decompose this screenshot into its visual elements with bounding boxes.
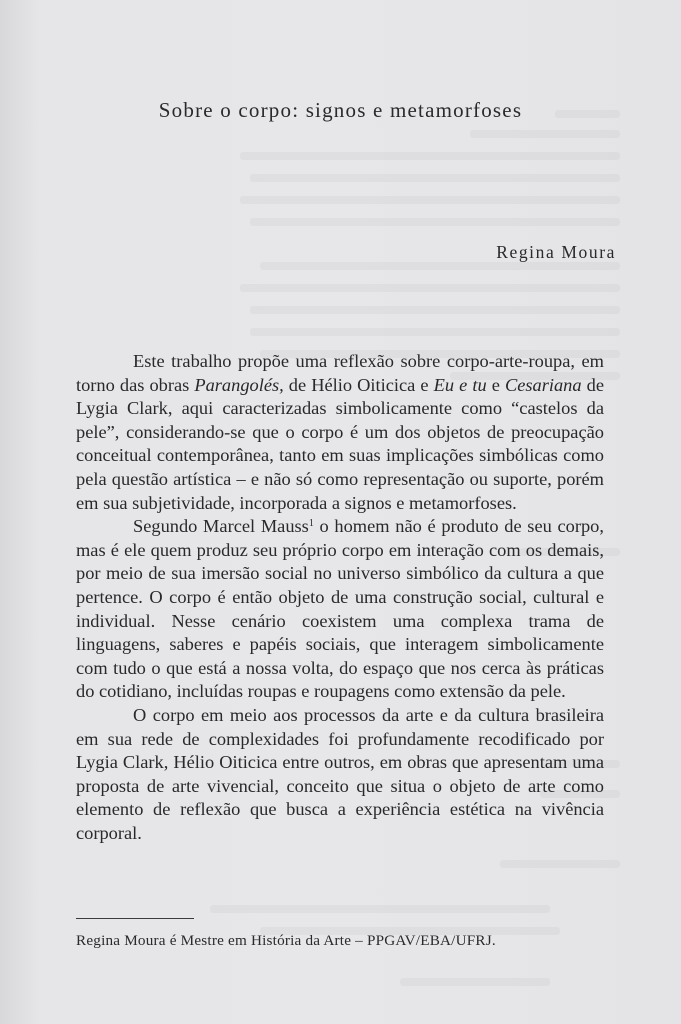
text-run: o homem não é produto de seu corpo, mas é ele quem produz seu próprio corpo em interação com os demais, por meio de sua imersão social no universo simbólico da cultura a que pertence. O corpo é então objeto de uma construção social, cultural e individual. Nesse cenário coexistem uma complexa trama de linguagens, saberes e papéis sociais, que interagem simbolicamente com tudo o que está a nossa volta, do espaço que nos cerca às práticas do cotidiano, incluídas roupas e roupagens como extensão da pele.	[76, 516, 604, 702]
text-run: O corpo em meio aos processos da arte e da cultura brasileira em sua rede de complexidades foi profundamente recodificado por Lygia Clark, Hélio Oiticica entre outros, em obras que apresentam uma proposta de arte vivencial, conceito que situa o objeto de arte como elemento de reflexão que busca a experiência estética na vivência corporal.	[76, 704, 604, 843]
text-run: e	[486, 374, 505, 395]
paragraph	[76, 515, 604, 704]
text-run: Segundo Marcel Mauss	[133, 516, 309, 537]
italic-title: Cesariana	[504, 374, 582, 395]
italic-title: Eu e tu	[433, 374, 487, 395]
body-text	[76, 350, 604, 845]
text-run: de Lygia Clark, aqui caracterizadas simbolicamente como “castelos da pele”, considerando-se que o corpo é um dos objetos de preocupação conceitual contemporânea, tanto em suas implicações simbólicas como pela questão artística – e não só como representação ou suporte, porém em sua subjetividade, incorporada a signos e metamorfoses.	[76, 374, 604, 513]
chapter-title: Sobre o corpo: signos e metamorfoses	[158, 98, 523, 122]
text-run: Este trabalho propõe uma reflexão sobre corpo-arte-roupa, em torno das obras	[76, 351, 604, 395]
footnote: Regina Moura é Mestre em História da Arte – PPGAV/EBA/UFRJ.	[76, 932, 496, 949]
text-run: de Hélio Oiticica e	[283, 374, 434, 395]
paragraph	[76, 350, 604, 515]
footnote-reference: 1	[308, 518, 314, 530]
paragraph	[76, 704, 604, 846]
footnote-rule	[76, 918, 194, 919]
italic-title: Parangolés,	[194, 374, 284, 395]
author-name: Regina Moura	[496, 242, 616, 262]
